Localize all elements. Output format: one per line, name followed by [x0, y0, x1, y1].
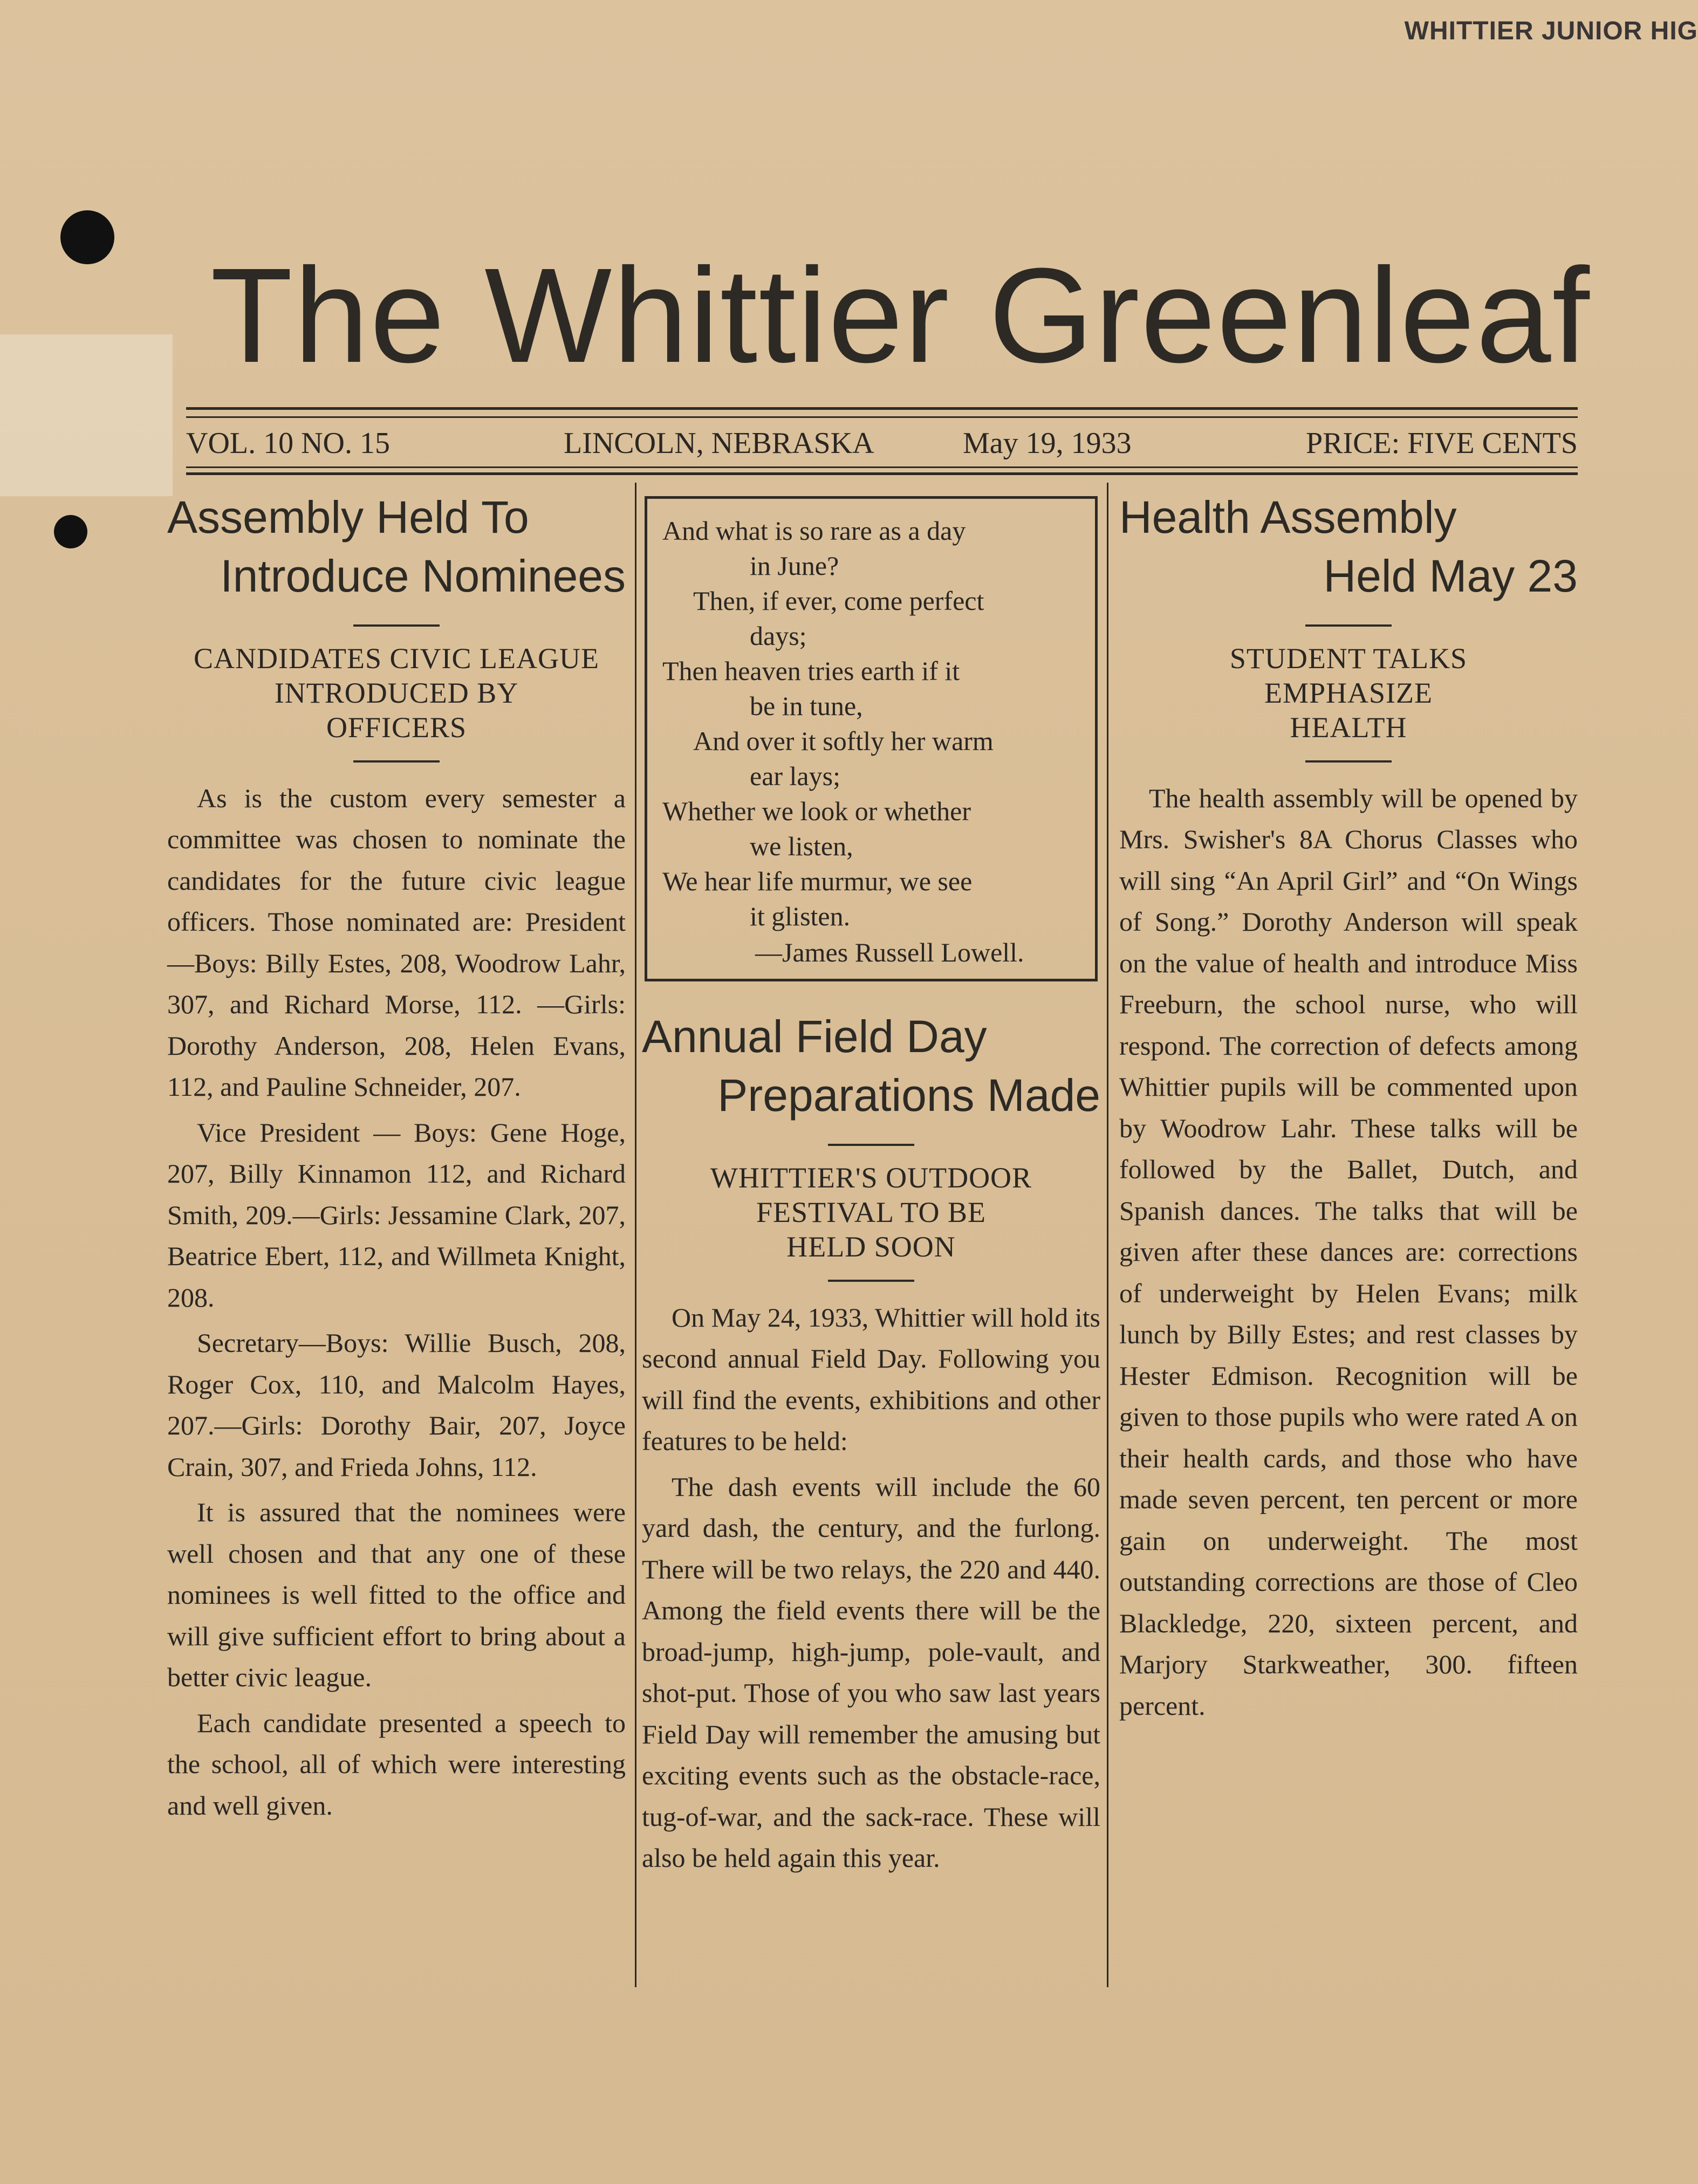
headline [642, 1007, 1100, 1125]
volume-number: VOL. 10 NO. 15 [186, 427, 390, 460]
subhead-line: INTRODUCED BY [274, 677, 519, 710]
poem-line: We hear life murmur, we see [662, 866, 973, 896]
paragraph: The dash events will include the 60 yard dash, the century, and the furlong. There will be two relays, the 220 and 440. Among the field events there will be the broad-jump, high-jump, pole-vault, and shot-put. Those of you who saw last years Field Day will remember the amusing but exciting events such as the obstacle-race, tug-of-war, and the sack-race. These will also be held again this year. [642, 1471, 1100, 1873]
subhead-line: STUDENT TALKS [1229, 642, 1468, 675]
masthead: The Whittier Greenleaf [210, 240, 1591, 390]
school-stamp: WHITTIER JUNIOR HIG [1404, 17, 1698, 45]
place: LINCOLN, NEBRASKA [564, 427, 874, 460]
rule-info-thick [186, 472, 1578, 475]
paragraph: As is the custom every semester a committee was chosen to nominate the candidates for the future civic league officers. Those nominated are: President—Boys: Billy Estes, 208, Woodrow Lahr, 307, and Richard Morse, 112. —Girls: Dorothy Anderson, 208, Helen Evans, 112, and Pauline Schneider, 207. [167, 782, 626, 1102]
column-divider-left [635, 483, 636, 1987]
poem-box [645, 496, 1098, 981]
headline-line: Annual Field Day [642, 1011, 987, 1062]
subhead-line: WHITTIER'S OUTDOOR [710, 1162, 1032, 1194]
divider [1305, 624, 1392, 627]
punch-hole-top [60, 210, 114, 264]
article-field-day [642, 1007, 1100, 1883]
poem-line: be in tune, [750, 691, 863, 721]
price: PRICE: FIVE CENTS [1305, 427, 1578, 460]
poem-line: Then heaven tries earth if it [662, 656, 960, 686]
paragraph: Each candidate presented a speech to the school, all of which were interesting and well given. [167, 1707, 626, 1821]
article-body [1119, 778, 1578, 1727]
headline-line: Held May 23 [1323, 551, 1578, 602]
divider [353, 760, 440, 763]
poem-attribution: —James Russell Lowell. [755, 937, 1024, 967]
punch-hole-bottom [54, 515, 87, 548]
headline-line: Preparations Made [717, 1070, 1100, 1121]
poem-line: in June? [750, 551, 839, 581]
subhead-line: CANDIDATES CIVIC LEAGUE [194, 642, 599, 675]
paragraph: The health assembly will be opened by Mrs. Swisher's 8A Chorus Classes who will sing “An April Girl” and “On Wings of Song.” Dorothy Anderson will speak on the value of health and introduce Miss Freeburn, the school nurse, who will respond. The correction of defects among Whittier pupils will be commented upon by Woodrow Lahr. These talks will be followed by the Ballet, Dutch, and Spanish dances. The talks that will be given after these dances are: corrections of underweight by Helen Evans; milk lunch by Billy Estes; and rest classes by Hester Edmison. Recognition will be given to those pupils who were rated A on their health cards, and those who have made seven percent, ten percent or more gain on underweight. The most outstanding corrections are those of Cleo Blackledge, 220, sixteen percent, and Marjory Starkweather, 300. fifteen percent. [1119, 782, 1578, 1721]
poem-line: Then, if ever, come perfect [693, 586, 984, 616]
poem-line: it glisten. [750, 901, 851, 931]
subhead-line: OFFICERS [326, 711, 467, 744]
headline [1119, 488, 1578, 606]
poem-line: days; [750, 621, 807, 651]
column-divider-right [1107, 483, 1108, 1987]
headline [167, 488, 626, 606]
article-body [642, 1297, 1100, 1879]
article-health-assembly [1119, 488, 1578, 1730]
rule-info-thin [186, 466, 1578, 468]
subheadline [167, 642, 626, 745]
subheadline [642, 1161, 1100, 1264]
paragraph: It is assured that the nominees were well chosen and that any one of these nominees is well fitted to the office and will give sufficient effort to bring about a better civic league. [167, 1497, 626, 1693]
subheadline [1119, 642, 1578, 745]
paragraph: Vice President — Boys: Gene Hoge, 207, Billy Kinnamon 112, and Richard Smith, 209.—Girls: Jessamine Clark, 207, Beatrice Ebert, 112, and Willmeta Knight, 208. [167, 1117, 626, 1313]
poem-line: And over it softly her warm [693, 726, 994, 756]
tape-strip [0, 334, 173, 496]
poem-line: Whether we look or whether [662, 796, 971, 826]
headline-line: Assembly Held To [167, 492, 529, 542]
poem-line: we listen, [750, 831, 853, 861]
article-assembly-nominees [167, 488, 626, 1830]
divider [353, 624, 440, 627]
subhead-line: HEALTH [1290, 711, 1407, 744]
rule-top-thick [186, 407, 1578, 410]
paragraph: On May 24, 1933, Whittier will hold its second annual Field Day. Following you will find the events, exhibitions and other features to be held: [642, 1302, 1100, 1457]
subhead-line: EMPHASIZE [1264, 677, 1433, 710]
headline-line: Introduce Nominees [220, 551, 626, 602]
divider [828, 1280, 914, 1282]
subhead-line: HELD SOON [786, 1230, 956, 1263]
headline-line: Health Assembly [1119, 492, 1457, 542]
article-body [167, 778, 626, 1826]
divider [1305, 760, 1392, 763]
subhead-line: FESTIVAL TO BE [756, 1196, 987, 1229]
divider [828, 1144, 914, 1146]
poem-line: ear lays; [750, 761, 840, 791]
issue-date: May 19, 1933 [963, 427, 1132, 460]
rule-top-thin [186, 416, 1578, 418]
info-bar [186, 426, 1578, 459]
paragraph: Secretary—Boys: Willie Busch, 208, Roger Cox, 110, and Malcolm Hayes, 207.—Girls: Dorothy Bair, 207, Joyce Crain, 307, and Frieda Johns, 112. [167, 1328, 626, 1482]
poem-line: And what is so rare as a day [662, 516, 966, 546]
